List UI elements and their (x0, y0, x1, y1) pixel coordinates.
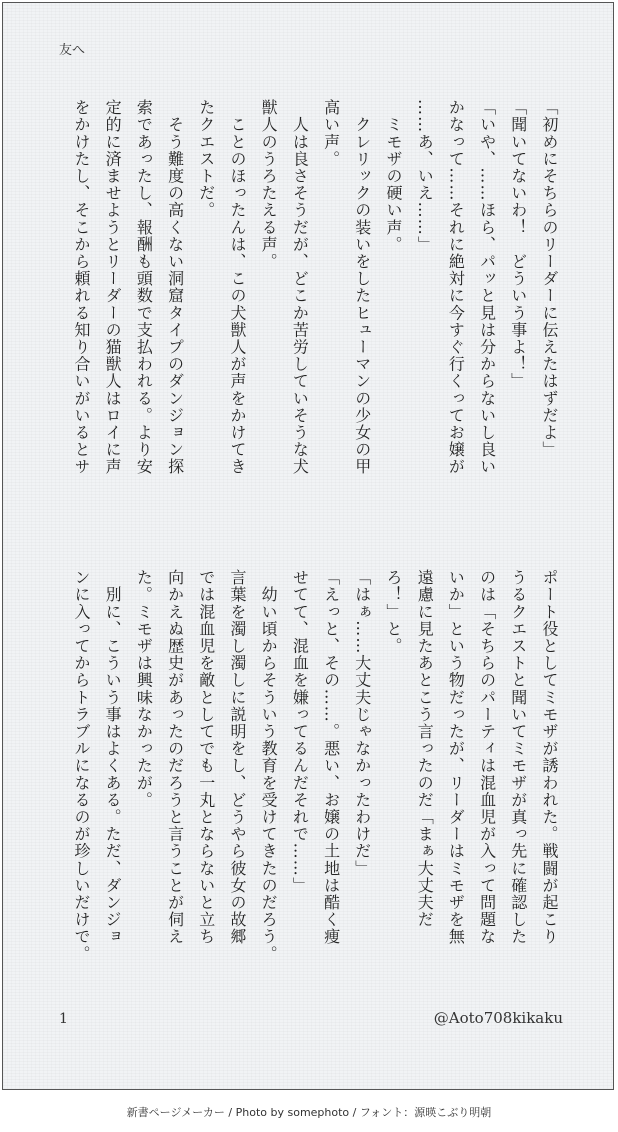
text-bottom-line: 別に、こういう事はよくある。ただ、ダンジョ (103, 569, 123, 946)
text-top-line: ……あ、いえ……」 (415, 99, 435, 253)
text-bottom-line: た。ミモザは興味なかったが。 (134, 569, 154, 809)
footer-credit: 新書ページメーカー / Photo by somephoto / フォント：源暎こぶり明朝 (126, 1106, 492, 1119)
text-bottom-line: いか」という物だったが、リーダーはミモザを無 (446, 569, 466, 946)
text-bottom-line: うるクエストと聞いてミモザが真っ先に確認した (508, 569, 528, 946)
book-page (2, 2, 614, 1090)
text-block-bottom (66, 569, 565, 999)
text-bottom-line: 遠慮に見たあとこう言ったのだ「まぁ大丈夫だ (415, 569, 435, 929)
text-bottom-line: のは「そちらのパーティは混血児が入って問題な (477, 569, 497, 946)
text-bottom-line: ろ！」と。 (383, 569, 403, 655)
text-bottom-line: 幼い頃からそういう教育を受けてきたのだろう。 (259, 569, 279, 963)
text-top-line: 定的に済ませようとリーダーの猫獣人はロイに声 (103, 99, 123, 476)
text-top-line: 人は良さそうだが、どこか苦労していそうな犬 (290, 99, 310, 476)
text-bottom-line: 「はぁ……大丈夫じゃなかったわけだ」 (352, 569, 372, 877)
text-top-line: たクエストだ。 (196, 99, 216, 219)
text-top-line: 「いや、……ほら、パッと見は分からないし良い (477, 99, 497, 476)
page-number: 1 (59, 1011, 68, 1027)
text-top-line: をかけたし、そこから頼れる知り合いがいるとサ (71, 99, 91, 476)
text-bottom-line: 「えっと、その……。悪い、お嬢の土地は酷く痩 (321, 569, 341, 946)
author-handle: @Aoto708kikaku (433, 1009, 563, 1027)
text-top-line: ミモザの硬い声。 (383, 99, 403, 253)
text-top-line: 「聞いてないわ！ どういう事よ！」 (508, 99, 528, 390)
text-top-line: 獣人のうろたえる声。 (259, 99, 279, 270)
text-top-line: ことのほったんは、この犬獣人が声をかけてき (227, 99, 247, 476)
text-bottom-line: では混血児を敵としてでも一丸とならないと立ち (196, 569, 216, 946)
text-top-line: 高い声。 (321, 99, 341, 168)
text-top-line: そう難度の高くない洞窟タイプのダンジョン探 (165, 99, 185, 476)
text-top-line: かなって……それに絶対に今すぐ行くってお嬢が (446, 99, 466, 476)
text-top-line: クレリックの装いをしたヒューマンの少女の甲 (352, 99, 372, 476)
text-bottom-line: 向かえぬ歴史があったのだろうと言うことが伺え (165, 569, 185, 946)
text-block-top (66, 99, 565, 519)
text-top-line: 「初めにそちらのリーダーに伝えたはずだよ」 (540, 99, 559, 459)
text-bottom-line: 言葉を濁し濁しに説明をし、どうやら彼女の故郷 (227, 569, 247, 946)
text-bottom-line: せてて、混血を嫌ってるんだそれで……」 (290, 569, 310, 894)
text-top-line: 索であったし、報酬も頭数で支払われる。より安 (134, 99, 154, 476)
text-bottom-line: ポート役としてミモザが誘われた。戦闘が起こり (540, 569, 559, 946)
text-bottom-line: ンに入ってからトラブルになるのが珍しいだけで。 (71, 569, 91, 963)
running-title: 友へ (59, 43, 86, 58)
